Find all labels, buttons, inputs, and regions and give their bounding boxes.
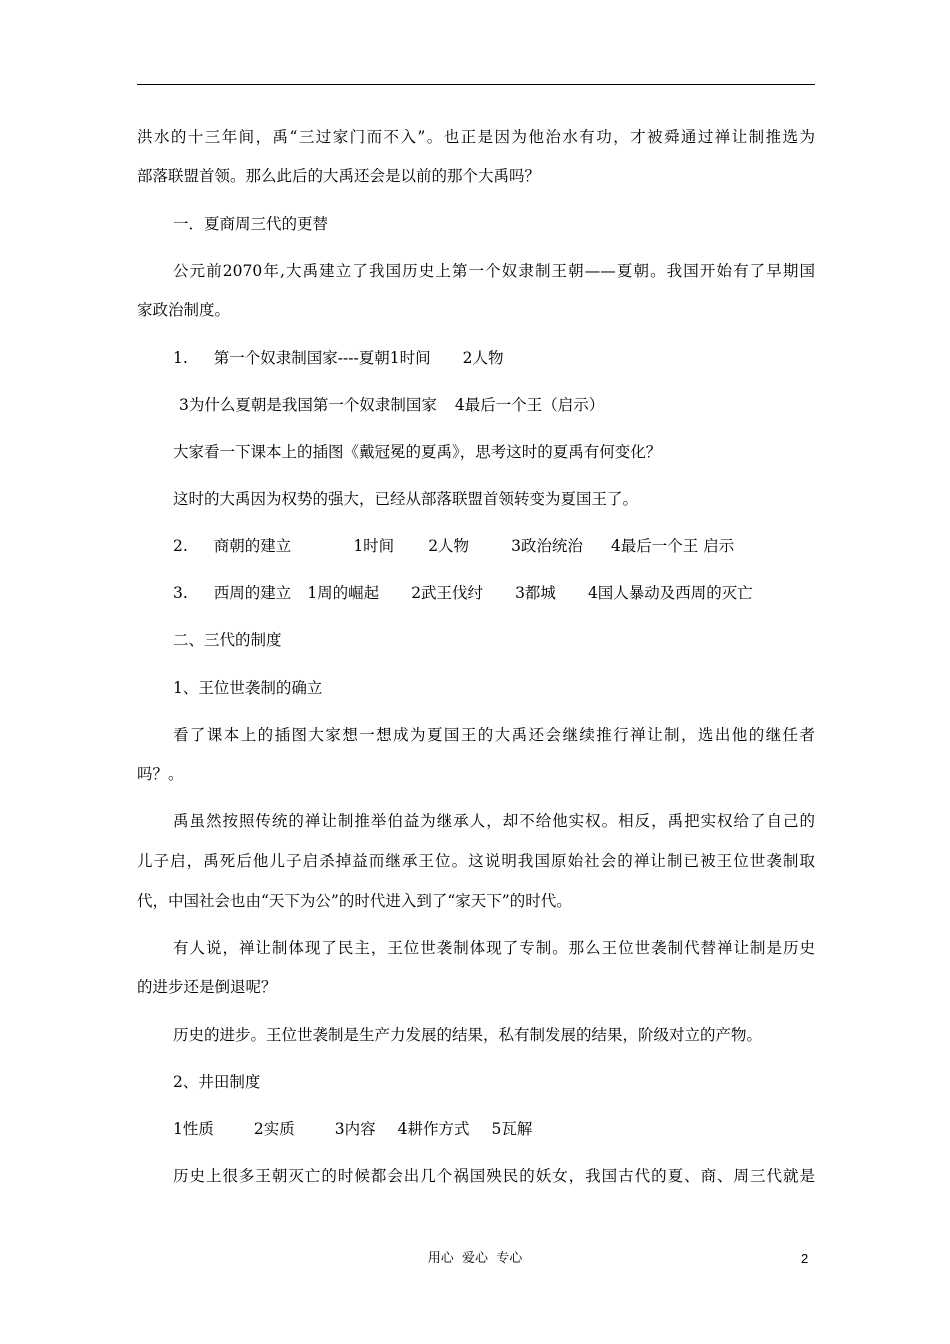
list-text: 2人物: [428, 537, 470, 555]
list-text: 3政治统治: [511, 537, 583, 555]
paragraph-line: 吗？。: [137, 765, 184, 783]
list-number: 3.: [173, 584, 188, 602]
list-item: [173, 348, 503, 368]
subsection-heading: 1、王位世袭制的确立: [173, 679, 323, 697]
paragraph-line: 禹虽然按照传统的禅让制推举伯益为继承人，却不给他实权。相反，禹把实权给了自己的: [173, 812, 815, 830]
list-text: 3都城: [515, 584, 556, 602]
list-text: 4耕作方式: [397, 1120, 470, 1138]
list-text: 第一个奴隶制国家----夏朝1时间: [213, 349, 431, 367]
header-rule: [137, 84, 815, 85]
paragraph-line: 这时的大禹因为权势的强大，已经从部落联盟首领转变为夏国王了。: [173, 490, 639, 508]
page-number: 2: [801, 1251, 809, 1266]
paragraph-line: 历史的进步。王位世袭制是生产力发展的结果，私有制发展的结果，阶级对立的产物。: [173, 1026, 763, 1044]
list-text: 5瓦解: [491, 1120, 533, 1138]
list-text: 商朝的建立: [213, 537, 292, 555]
list-text: 1周的崛起: [307, 584, 380, 602]
paragraph-line: 公元前2070年,大禹建立了我国历史上第一个奴隶制王朝——夏朝。我国开始有了早期国: [173, 262, 815, 280]
list-number: 2.: [173, 537, 188, 555]
paragraph-line: 看了课本上的插图大家想一想成为夏国王的大禹还会继续推行禅让制，选出他的继任者: [173, 726, 815, 744]
footer-slogan: 用心 爱心 专心: [427, 1251, 523, 1266]
paragraph-line: 大家看一下课本上的插图《戴冠冕的夏禹》，思考这时的夏禹有何变化？: [173, 443, 662, 461]
paragraph-line: 历史上很多王朝灭亡的时候都会出几个祸国殃民的妖女，我国古代的夏、商、周三代就是: [173, 1167, 815, 1185]
paragraph-line: 儿子启，禹死后他儿子启杀掉益而继承王位。这说明我国原始社会的禅让制已被王位世袭制取: [137, 852, 815, 870]
list-item: [173, 1119, 532, 1139]
section-heading: 一．夏商周三代的更替: [173, 215, 329, 233]
list-text: 3为什么夏朝是我国第一个奴隶制国家: [179, 396, 437, 414]
paragraph-line: 部落联盟首领。那么此后的大禹还会是以前的那个大禹吗？: [137, 167, 541, 185]
section-heading: 二、三代的制度: [173, 631, 282, 649]
list-text: 4最后一个王（启示）: [454, 396, 605, 414]
paragraph-line: 洪水的十三年间，禹“三过家门而不入”。也正是因为他治水有功，才被舜通过禅让制推选为: [137, 128, 815, 146]
paragraph-line: 代，中国社会也由“天下为公”的时代进入到了“家天下”的时代。: [137, 892, 572, 910]
paragraph-line: 家政治制度。: [137, 301, 231, 319]
list-text: 2实质: [253, 1120, 295, 1138]
list-text: 4国人暴动及西周的灭亡: [587, 584, 753, 602]
list-number: 1.: [173, 349, 188, 367]
list-text: 3内容: [334, 1120, 376, 1138]
paragraph-line: 有人说，禅让制体现了民主，王位世袭制体现了专制。那么王位世袭制代替禅让制是历史: [173, 939, 815, 957]
list-item: [179, 395, 604, 415]
list-item: [173, 583, 753, 603]
subsection-heading: 2、井田制度: [173, 1073, 261, 1091]
list-text: 2武王伐纣: [411, 584, 484, 602]
list-text: 4最后一个王 启示: [610, 537, 735, 555]
list-item: [173, 536, 734, 556]
paragraph-line: 的进步还是倒退呢？: [137, 978, 277, 996]
list-text: 西周的建立: [213, 584, 292, 602]
list-text: 2人物: [462, 349, 504, 367]
list-text: 1性质: [173, 1120, 214, 1138]
list-text: 1时间: [353, 537, 395, 555]
